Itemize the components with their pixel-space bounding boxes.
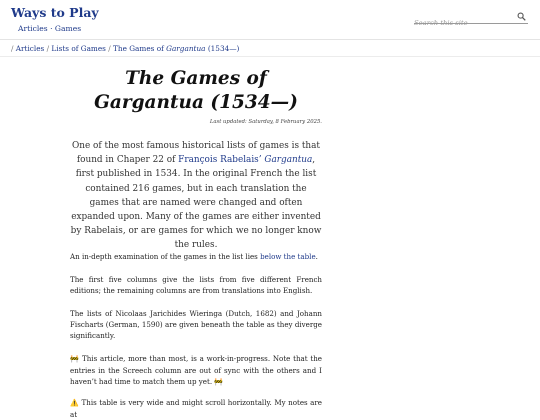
warning-icon: ⚠️	[70, 399, 79, 407]
nav-link-articles[interactable]: Articles	[18, 24, 48, 33]
paragraph-examination	[70, 251, 322, 262]
paragraph-columns: The first five columns give the lists from five different French editions; the remaining columns are from translations into English.	[70, 275, 322, 296]
search-box	[414, 10, 528, 24]
below-table-link[interactable]: below the table	[260, 252, 316, 261]
paragraph-text: An in-depth examination of the games in the list lies	[70, 252, 261, 261]
nav-separator: ·	[47, 24, 55, 33]
site-header	[0, 0, 540, 40]
rabelais-link-author: François Rabelais’	[178, 155, 262, 166]
paragraph-table-warning	[70, 397, 322, 420]
breadcrumb-item-articles[interactable]: Articles	[15, 44, 45, 53]
page-title	[70, 67, 322, 115]
breadcrumb	[11, 44, 239, 53]
intro-text-start: One of the most famous historical lists of games is that found in Chaper 22 of	[71, 141, 320, 166]
last-updated: Last updated: Saturday, 8 February 2025.	[209, 119, 322, 125]
breadcrumb-separator: /	[105, 44, 114, 53]
breadcrumb-current-pre: The Games of	[113, 44, 167, 53]
breadcrumb-current[interactable]	[113, 44, 239, 53]
construction-icon: 🚧	[214, 378, 224, 387]
search-icon[interactable]	[517, 12, 526, 21]
page-title-line-1: The Games of	[125, 68, 267, 89]
breadcrumb-current-italic: Gargantua	[166, 44, 206, 53]
intro-paragraph	[70, 139, 322, 253]
paragraph-text: This table is very wide and might scroll horizontally. My notes are at	[70, 398, 323, 420]
nav-link-games[interactable]: Games	[54, 24, 82, 33]
site-nav	[18, 24, 81, 33]
paragraph-text: This article, more than most, is a work-in-progress. Note that the entries in the Screech column are out of sync with the others and I haven’t had time to match them up yet.	[70, 354, 323, 387]
breadcrumb-lead: /	[11, 44, 16, 53]
paragraph-work-in-progress	[70, 353, 322, 389]
paragraph-lists: The lists of Nicolaas Jarichides Wieringa (Dutch, 1682) and Johann Fischarts (German, 1590) are given beneath the table as they diverge significantly.	[70, 309, 322, 341]
rabelais-link-work: Gargantua	[264, 155, 313, 166]
search-input[interactable]	[414, 17, 512, 30]
intro-text-end: , first published in 1534. In the original French the list contained 216 games, but in each translation the games that are named were changed and often expanded upon. Many of the games are either invented by Rabelais, or are games for which we no longer know the rules.	[70, 155, 322, 251]
construction-icon: 🚧	[70, 355, 80, 363]
divider	[0, 56, 540, 57]
breadcrumb-item-lists-of-games[interactable]: Lists of Games	[51, 44, 106, 53]
paragraph-text: .	[315, 252, 318, 261]
rabelais-link[interactable]	[178, 155, 312, 165]
site-title[interactable]: Ways to Play	[11, 5, 99, 20]
breadcrumb-separator: /	[44, 44, 52, 53]
breadcrumb-current-post: (1534—)	[205, 44, 240, 53]
page-title-line-2: Gargantua (1534—)	[94, 92, 298, 113]
